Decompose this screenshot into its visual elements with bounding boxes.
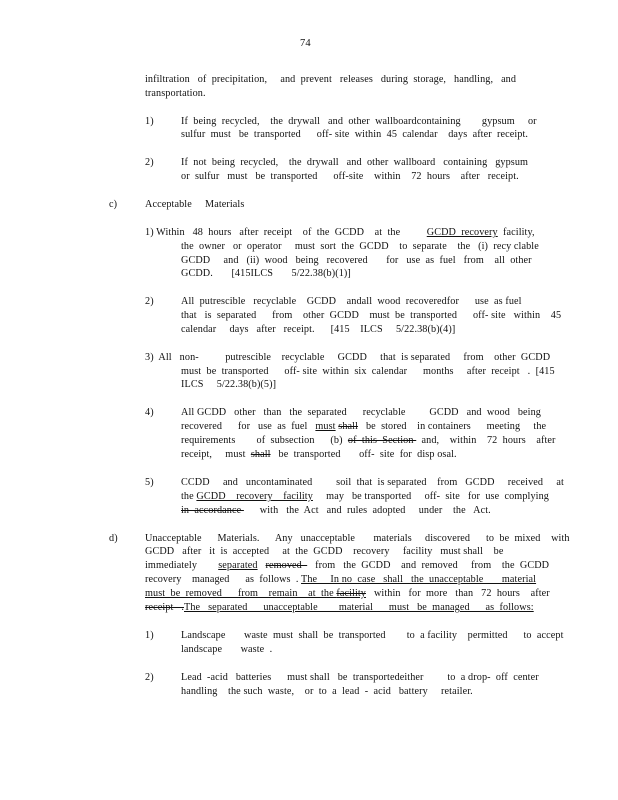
text-segment: removed (265, 560, 308, 571)
text-segment: of this Section (347, 435, 417, 446)
text-segment: Acceptable Materials (145, 199, 245, 210)
text-line (181, 324, 455, 336)
text-line (145, 74, 516, 86)
text-segment: transportation. (145, 88, 206, 99)
text-line (145, 533, 570, 545)
text-segment: 72 hours after (475, 588, 550, 599)
text-segment: 1) Within 48 hours after receipt of the GCDD at the (145, 227, 427, 238)
text-line (181, 310, 561, 322)
text-segment: The In no case shall the unacceptable material (301, 574, 537, 585)
text-segment: sulfur must be transported off- site within 45 calendar days after receipt. (181, 129, 529, 140)
text-segment: be stored in containers meeting the (358, 421, 547, 432)
text-line (181, 435, 556, 447)
text-segment: landscape waste . (181, 644, 273, 655)
text-line (145, 546, 503, 558)
text-line (181, 505, 491, 517)
text-segment: handling (181, 686, 229, 697)
text-line (181, 407, 541, 419)
text-segment: be transportedeither to a drop- off center (329, 672, 539, 683)
text-segment: facility (336, 588, 366, 599)
text-segment: d) (109, 533, 118, 544)
text-segment: be transported to a facility permitted to accept (318, 630, 564, 641)
text-segment: must be transported off- site within six calendar months after receipt . [415 (181, 366, 555, 377)
text-segment: recovery managed as follows . (145, 574, 302, 585)
text-segment: must (287, 672, 308, 683)
text-line (145, 477, 154, 489)
text-segment: GCDD recovery facility (196, 491, 313, 502)
text-segment: from the GCDD and (307, 560, 422, 571)
text-segment: If not being recycled, the drywall and other wallboard containing gypsum (181, 157, 529, 168)
text-line (109, 199, 117, 211)
text-segment: must be removed from remain at the (145, 588, 337, 599)
text-line (181, 366, 555, 378)
text-segment: that is separated from other GCDD must be transported off- site within 45 (181, 310, 562, 321)
text-line (181, 421, 546, 433)
text-segment: for more than (408, 588, 476, 599)
text-segment: shall (298, 630, 319, 641)
text-line (145, 296, 154, 308)
text-line (145, 672, 154, 684)
text-line (145, 407, 154, 419)
text-line (181, 268, 351, 280)
text-segment: be transported off- site for disp osal. (270, 449, 457, 460)
text-segment: GCDD after it is accepted at the GCDD recovery facility (145, 546, 441, 557)
text-segment: If being recycled, the drywall and other wallboardcontaining gypsum or (181, 116, 537, 127)
text-segment: such (243, 686, 263, 697)
text-segment: Landscape waste must (181, 630, 299, 641)
text-line (109, 533, 118, 545)
text-line (181, 296, 522, 308)
text-line (145, 116, 154, 128)
text-line (145, 560, 549, 572)
text-segment: GCDD. [415ILCS 5/22.38(b)(1)] (181, 268, 351, 279)
text-line (181, 171, 519, 183)
text-segment: infiltration of precipitation, and prevent releases during storage, handling, and (145, 74, 517, 85)
text-line (145, 199, 244, 211)
text-segment: removed from the GCDD (421, 560, 550, 571)
text-line (145, 602, 534, 614)
text-segment: CCDD and uncontaminated soil that is separated from GCDD received at (181, 477, 564, 488)
text-segment: or sulfur must be transported off-site within 72 hours after receipt. (181, 171, 519, 182)
text-line (145, 88, 206, 100)
text-segment: GCDD and (ii) wood being recovered for use as fuel from all other (181, 255, 532, 266)
text-segment: must (440, 546, 461, 557)
text-segment: 74 (300, 38, 311, 49)
text-segment: shall (250, 449, 271, 460)
text-segment: 3) All non- putrescible recyclable GCDD that is separated from other GCDD (145, 352, 551, 363)
text-line (181, 129, 528, 141)
text-line (145, 352, 550, 364)
text-segment: All GCDD other than the separated recyclable GCDD and wood being (181, 407, 541, 418)
text-segment: requirements of subsection (b) (181, 435, 348, 446)
text-segment: 2) (145, 672, 154, 683)
text-segment: separated (218, 560, 258, 571)
text-segment: within (366, 588, 409, 599)
text-segment (258, 560, 266, 571)
text-segment: The separated unacceptable material must be managed as follows: (184, 602, 534, 613)
text-segment: the (228, 686, 241, 697)
text-segment: 2) (145, 296, 154, 307)
text-line (181, 491, 549, 503)
text-segment: Lead -acid batteries (181, 672, 288, 683)
text-segment: the (181, 491, 197, 502)
text-segment: waste, or to a lead - acid battery retailer. (262, 686, 473, 697)
text-line (181, 157, 528, 169)
text-line (181, 449, 457, 461)
text-segment: be (483, 546, 504, 557)
text-segment: ILCS 5/22.38(b)(5)] (181, 379, 277, 390)
text-line (145, 588, 550, 600)
text-line (145, 574, 536, 586)
text-segment: recovered for use as fuel (181, 421, 316, 432)
text-segment: Unacceptable Materials. Any unacceptable materials discovered to be mixed with (145, 533, 570, 544)
text-line (181, 672, 539, 684)
text-segment: must (315, 421, 336, 432)
text-segment: shall (310, 672, 330, 683)
text-segment: immediately (145, 560, 219, 571)
text-line (145, 227, 535, 239)
text-segment: facility, (497, 227, 535, 238)
text-segment: receipt . (145, 602, 184, 613)
page-number (300, 38, 311, 50)
text-segment: GCDD recovery (426, 227, 498, 238)
text-segment: the owner or operator must sort the GCDD to separate the (i) recy clable (181, 241, 539, 252)
text-line (181, 644, 272, 656)
text-line (181, 116, 537, 128)
text-line (181, 686, 473, 698)
text-segment: 4) (145, 407, 154, 418)
text-line (145, 630, 154, 642)
text-segment: receipt, must (181, 449, 251, 460)
text-segment: 1) (145, 630, 154, 641)
text-segment: calendar days after receipt. [415 ILCS 5/22.38(b)(4)] (181, 324, 456, 335)
text-segment: with the Act and rules adopted under the Act. (243, 505, 491, 516)
text-segment: c) (109, 199, 118, 210)
text-segment: in accordance (181, 505, 244, 516)
text-line (181, 255, 532, 267)
text-segment: 5) (145, 477, 154, 488)
text-segment: shall (463, 546, 484, 557)
text-line (181, 241, 539, 253)
text-line (181, 630, 564, 642)
text-line (145, 157, 154, 169)
text-segment: All putrescible recyclable GCDD andall wood recoveredfor use as fuel (181, 296, 522, 307)
text-segment: may be transported off- site for use complying (312, 491, 549, 502)
text-line (181, 379, 276, 391)
text-line (181, 477, 564, 489)
text-segment: 2) (145, 157, 154, 168)
text-segment: 1) (145, 116, 154, 127)
text-segment: shall (338, 421, 359, 432)
text-segment: and, within 72 hours after (416, 435, 556, 446)
